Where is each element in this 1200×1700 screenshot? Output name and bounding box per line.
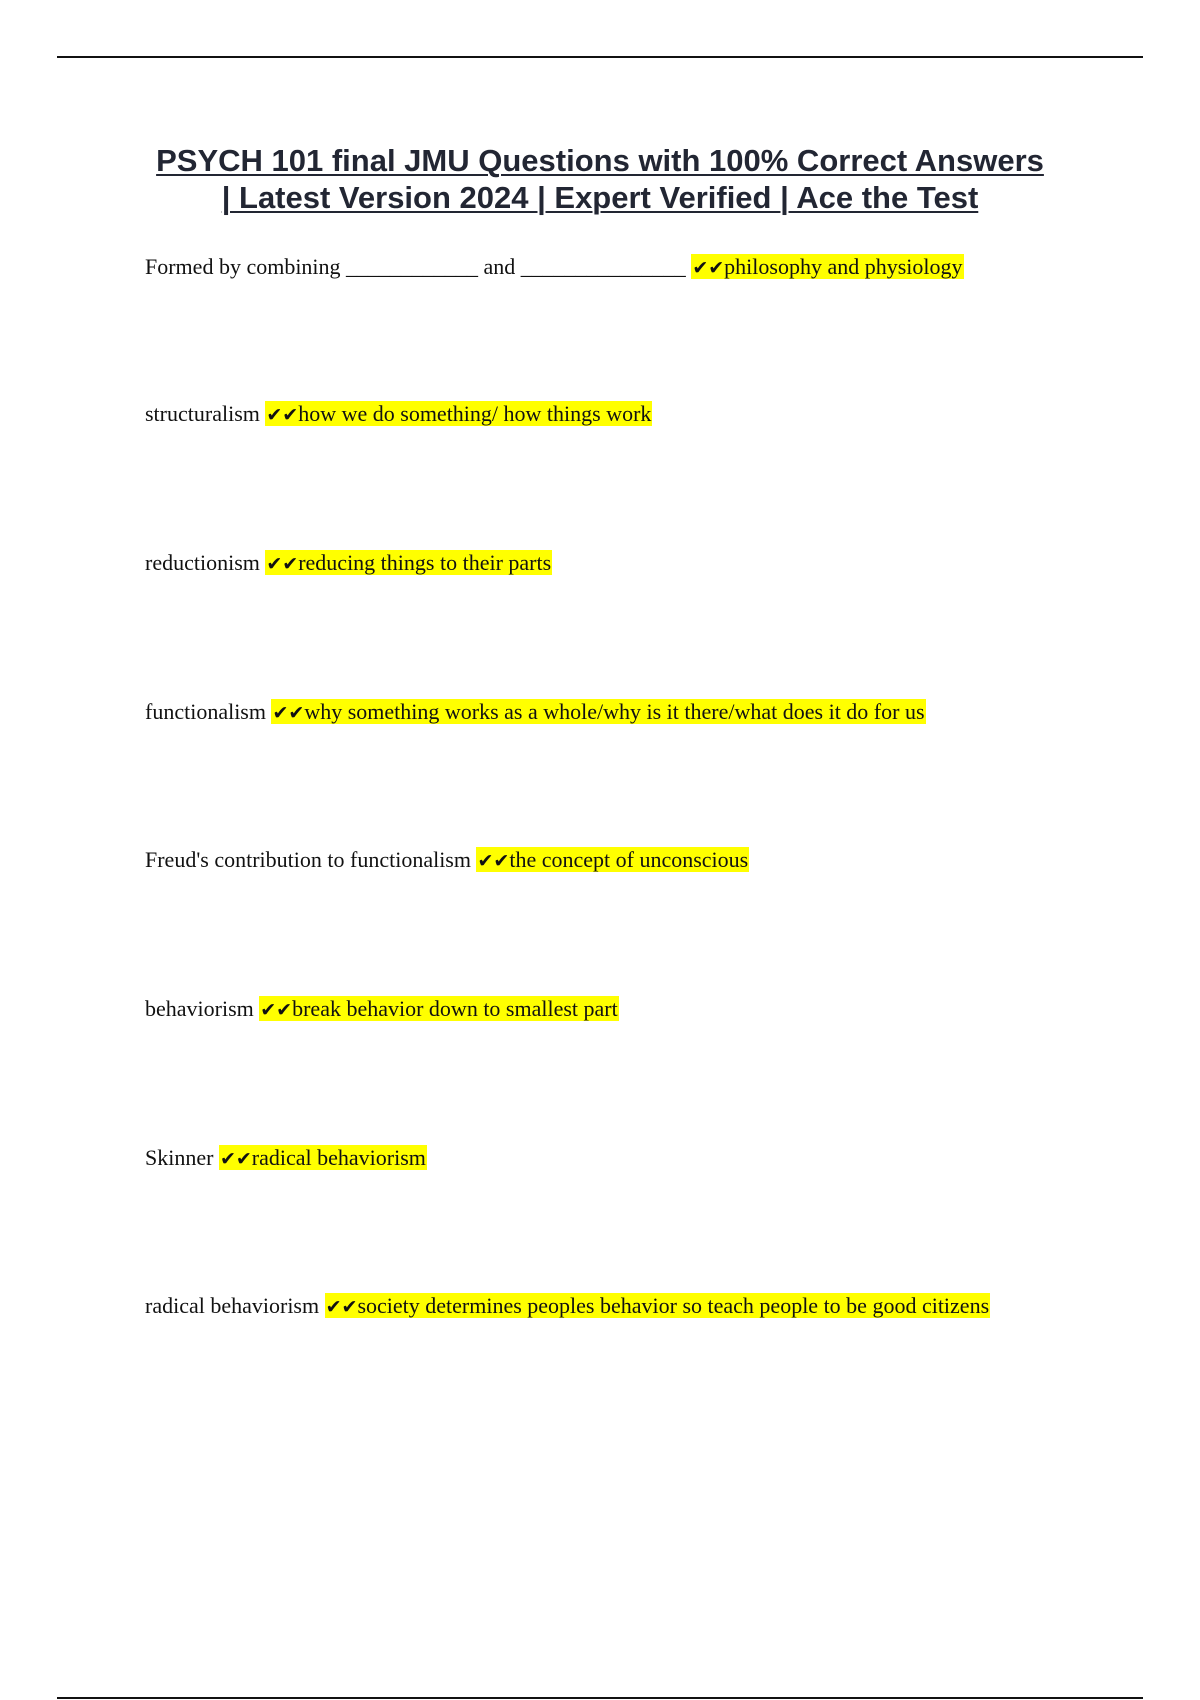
- question-term: Skinner: [145, 1145, 214, 1170]
- highlighted-answer: [265, 401, 652, 426]
- question-term: radical behaviorism: [145, 1293, 320, 1318]
- highlighted-answer: [271, 699, 925, 724]
- question-term: behaviorism: [145, 996, 254, 1021]
- qa-item: [145, 845, 1140, 876]
- title-line-1: PSYCH 101 final JMU Questions with 100% Correct Answers: [156, 143, 1044, 178]
- qa-item: [145, 1291, 1140, 1322]
- question-term: reductionism: [145, 550, 260, 575]
- checkmark-icon: ✔✔: [325, 1296, 358, 1318]
- question-term: Formed by combining ____________ and _______________: [145, 254, 686, 279]
- answer-text: how we do something/ how things work: [298, 401, 652, 426]
- highlighted-answer: [259, 996, 618, 1021]
- document-title: [100, 142, 1100, 216]
- highlighted-answer: [265, 550, 552, 575]
- qa-item: [145, 252, 1140, 283]
- checkmark-icon: ✔✔: [477, 850, 510, 872]
- checkmark-icon: ✔✔: [219, 1148, 252, 1170]
- top-rule: [57, 56, 1143, 58]
- qa-item: [145, 994, 1140, 1025]
- checkmark-icon: ✔✔: [260, 999, 293, 1021]
- highlighted-answer: [476, 847, 749, 872]
- highlighted-answer: [691, 254, 963, 279]
- qa-item: [145, 697, 1140, 728]
- answer-text: philosophy and physiology: [724, 254, 963, 279]
- answer-text: society determines peoples behavior so teach people to be good citizens: [357, 1293, 990, 1318]
- qa-item: [145, 1143, 1140, 1174]
- answer-text: break behavior down to smallest part: [292, 996, 618, 1021]
- answer-text: the concept of unconscious: [509, 847, 749, 872]
- question-term: structuralism: [145, 401, 260, 426]
- answer-text: radical behaviorism: [251, 1145, 426, 1170]
- title-line-2: | Latest Version 2024 | Expert Verified | Ace the Test: [221, 180, 979, 215]
- checkmark-icon: ✔✔: [266, 404, 299, 426]
- highlighted-answer: [325, 1293, 991, 1318]
- qa-item: [145, 399, 1140, 430]
- answer-text: why something works as a whole/why is it there/what does it do for us: [304, 699, 925, 724]
- question-term: functionalism: [145, 699, 266, 724]
- bottom-rule: [57, 1697, 1143, 1699]
- checkmark-icon: ✔✔: [266, 553, 299, 575]
- qa-item: [145, 548, 1140, 579]
- highlighted-answer: [219, 1145, 427, 1170]
- answer-text: reducing things to their parts: [298, 550, 552, 575]
- checkmark-icon: ✔✔: [692, 257, 725, 279]
- checkmark-icon: ✔✔: [272, 702, 305, 724]
- question-term: Freud's contribution to functionalism: [145, 847, 471, 872]
